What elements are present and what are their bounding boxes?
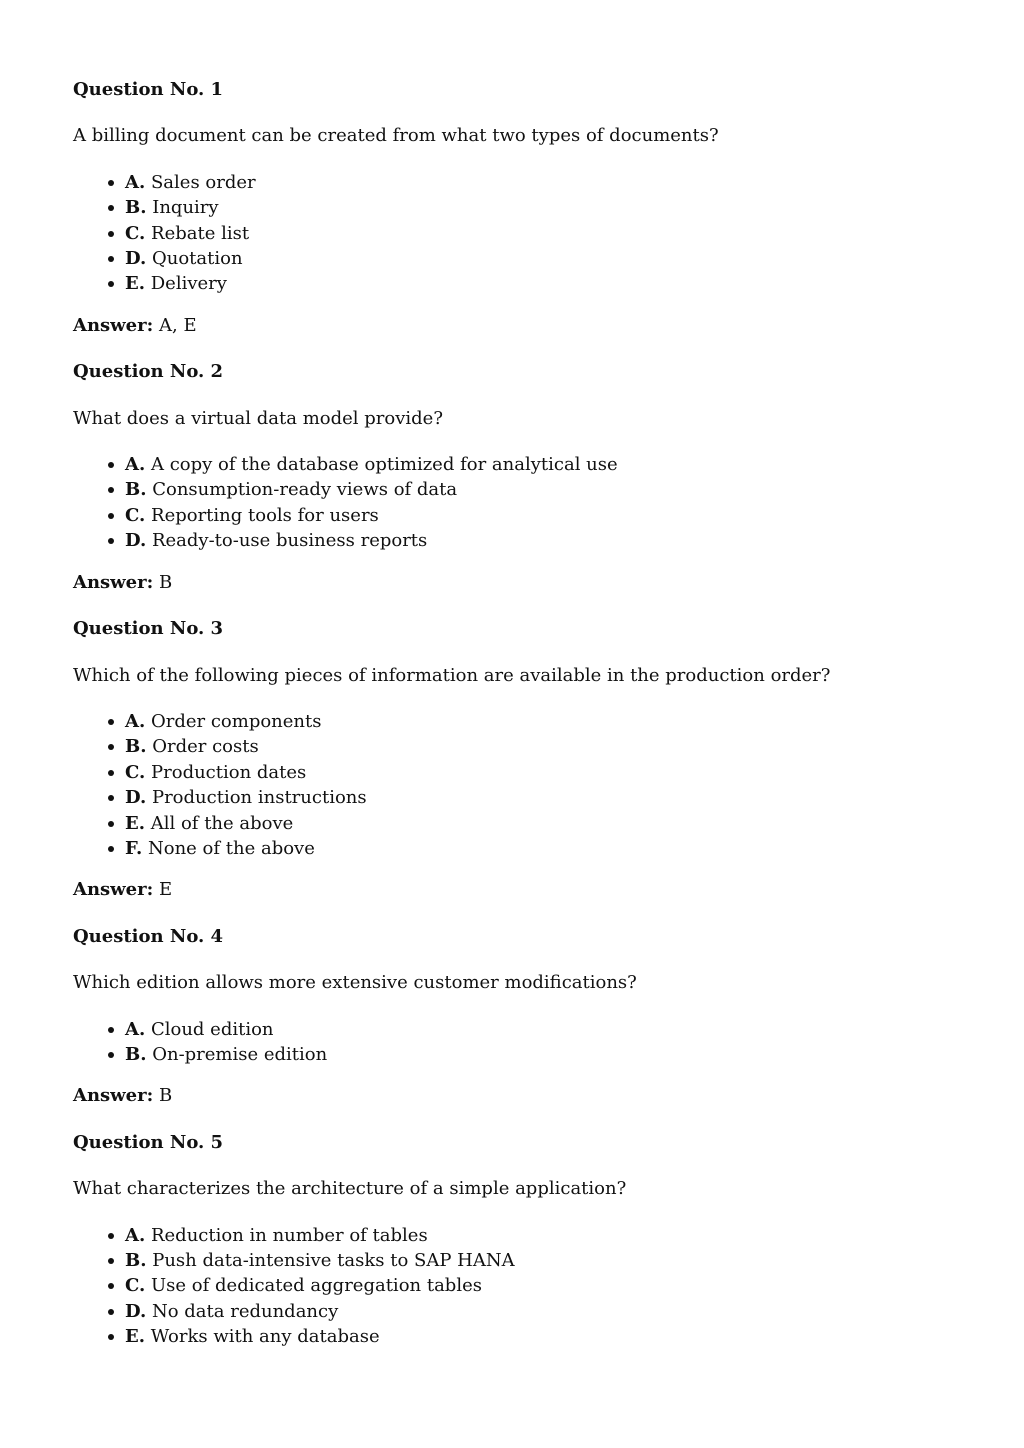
option-item xyxy=(106,811,1024,836)
question-heading: Question No. 4 xyxy=(73,925,224,947)
option-text: Reporting tools for users xyxy=(151,504,379,526)
answer-line xyxy=(73,570,1024,595)
option-item xyxy=(106,760,1024,785)
question-text: Which of the following pieces of information are available in the production order? xyxy=(73,664,831,686)
option-item xyxy=(106,1042,1024,1067)
question-heading: Question No. 1 xyxy=(73,79,224,100)
option-letter: E. xyxy=(125,1326,145,1348)
answer-label: Answer: xyxy=(73,571,154,593)
answer-value: B xyxy=(159,1085,173,1107)
question-text: Which edition allows more extensive customer modifications? xyxy=(73,972,637,994)
option-letter: D. xyxy=(125,248,147,270)
option-item xyxy=(106,734,1024,759)
options-list xyxy=(73,709,1024,861)
option-text: Quotation xyxy=(151,248,243,270)
option-item xyxy=(106,836,1024,861)
options-list xyxy=(73,1223,1024,1350)
option-letter: A. xyxy=(125,1018,146,1040)
option-text: Cloud edition xyxy=(150,1018,274,1040)
option-letter: C. xyxy=(125,761,146,783)
question-heading: Question No. 2 xyxy=(73,361,224,383)
option-item xyxy=(106,709,1024,734)
question-4 xyxy=(73,924,1024,1109)
option-text: Order components xyxy=(150,710,322,732)
option-letter: C. xyxy=(125,1275,146,1297)
option-item xyxy=(106,246,1024,271)
option-item xyxy=(106,195,1024,220)
option-letter: B. xyxy=(125,1043,147,1065)
option-text: Reduction in number of tables xyxy=(150,1224,428,1246)
option-text: A copy of the database optimized for analytical use xyxy=(150,454,618,476)
option-item xyxy=(106,1299,1024,1324)
option-letter: B. xyxy=(125,197,147,219)
option-letter: D. xyxy=(125,787,147,809)
answer-value: E xyxy=(159,879,173,901)
question-heading: Question No. 3 xyxy=(73,618,224,640)
question-3 xyxy=(73,616,1024,903)
option-letter: B. xyxy=(125,479,147,501)
option-text: Rebate list xyxy=(151,222,250,244)
question-heading: Question No. 5 xyxy=(73,1131,224,1153)
option-letter: A. xyxy=(125,171,146,193)
option-text: Consumption-ready views of data xyxy=(152,479,458,501)
option-letter: D. xyxy=(125,530,147,552)
option-item xyxy=(106,1248,1024,1273)
option-letter: D. xyxy=(125,1300,147,1322)
option-item xyxy=(106,452,1024,477)
option-text: No data redundancy xyxy=(151,1300,339,1322)
option-text: Works with any database xyxy=(150,1326,380,1348)
option-letter: A. xyxy=(125,1224,146,1246)
option-item xyxy=(106,1324,1024,1349)
option-item xyxy=(106,528,1024,553)
option-text: All of the above xyxy=(150,812,294,834)
option-text: Push data-intensive tasks to SAP HANA xyxy=(152,1250,515,1271)
question-5 xyxy=(73,1130,1024,1350)
option-text: Production instructions xyxy=(151,787,367,809)
answer-label: Answer: xyxy=(73,879,154,901)
option-text: Sales order xyxy=(150,171,256,193)
option-item xyxy=(106,1017,1024,1042)
option-item xyxy=(106,221,1024,246)
option-text: Delivery xyxy=(150,273,227,295)
question-text: What characterizes the architecture of a simple application? xyxy=(73,1178,627,1200)
option-item xyxy=(106,271,1024,296)
option-letter: B. xyxy=(125,736,147,758)
question-2 xyxy=(73,359,1024,595)
answer-value: B xyxy=(159,571,173,593)
option-letter: F. xyxy=(125,837,143,859)
question-text: What does a virtual data model provide? xyxy=(73,407,443,429)
option-item xyxy=(106,503,1024,528)
option-item xyxy=(106,1223,1024,1248)
answer-label: Answer: xyxy=(73,314,154,336)
options-list xyxy=(73,170,1024,297)
option-letter: C. xyxy=(125,504,146,526)
option-text: None of the above xyxy=(147,837,315,859)
option-letter: E. xyxy=(125,812,145,834)
answer-value: A, E xyxy=(159,314,197,336)
options-list xyxy=(73,1017,1024,1068)
option-text: Inquiry xyxy=(152,197,219,219)
answer-line xyxy=(73,313,1024,338)
answer-line xyxy=(73,877,1024,902)
option-letter: B. xyxy=(125,1250,147,1271)
options-list xyxy=(73,452,1024,554)
question-text: A billing document can be created from what two types of documents? xyxy=(73,125,719,147)
option-letter: A. xyxy=(125,710,146,732)
option-text: On-premise edition xyxy=(152,1043,328,1065)
option-letter: A. xyxy=(125,454,146,476)
option-letter: E. xyxy=(125,273,145,295)
option-item xyxy=(106,170,1024,195)
question-1 xyxy=(73,77,1024,338)
option-item xyxy=(106,1273,1024,1298)
option-text: Use of dedicated aggregation tables xyxy=(151,1275,482,1297)
option-text: Production dates xyxy=(151,761,307,783)
option-item xyxy=(106,785,1024,810)
answer-label: Answer: xyxy=(73,1085,154,1107)
answer-line xyxy=(73,1083,1024,1108)
option-text: Ready-to-use business reports xyxy=(151,530,428,552)
option-letter: C. xyxy=(125,222,146,244)
option-text: Order costs xyxy=(152,736,259,758)
option-item xyxy=(106,477,1024,502)
